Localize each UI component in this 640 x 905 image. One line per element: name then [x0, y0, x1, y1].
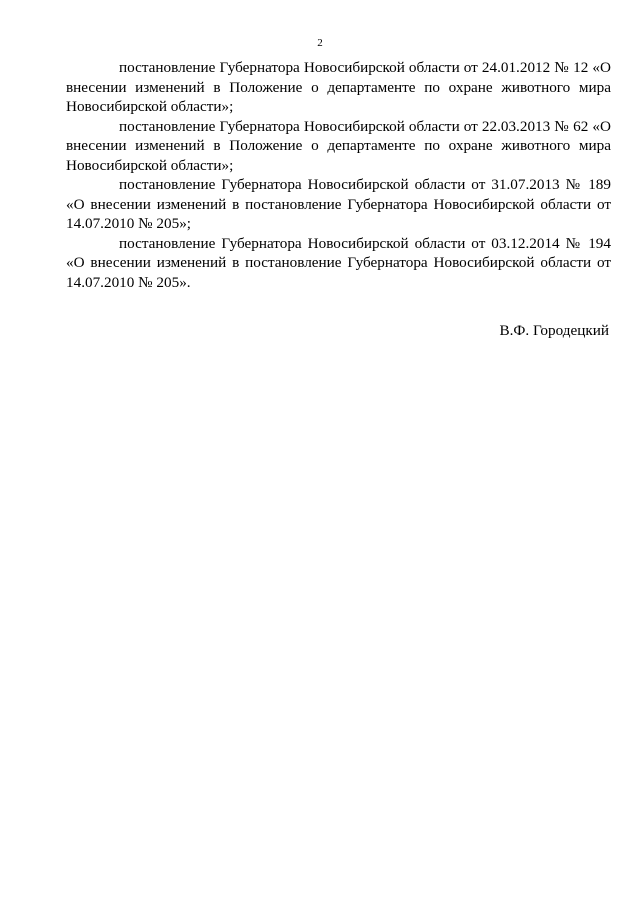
page-number: 2: [317, 37, 323, 49]
paragraph-resolution-4: постановление Губернатора Новосибирской области от 03.12.2014 № 194 «О внесении изменений в постановление Губернатора Новосибирской области от 14.07.2010 № 205».: [66, 234, 611, 291]
paragraph-resolution-3: постановление Губернатора Новосибирской области от 31.07.2013 № 189 «О внесении изменений в постановление Губернатора Новосибирской области от 14.07.2010 № 205»;: [66, 176, 611, 232]
paragraph-resolution-1: постановление Губернатора Новосибирской области от 24.01.2012 № 12 «О внесении изменений в Положение о департаменте по охране животного мира Новосибирской области»;: [66, 59, 611, 115]
paragraph-resolution-2: постановление Губернатора Новосибирской области от 22.03.2013 № 62 «О внесении изменений в Положение о департаменте по охране животного мира Новосибирской области»;: [66, 117, 611, 174]
signature-name: В.Ф. Городецкий: [499, 322, 609, 339]
document-body: [66, 58, 611, 292]
